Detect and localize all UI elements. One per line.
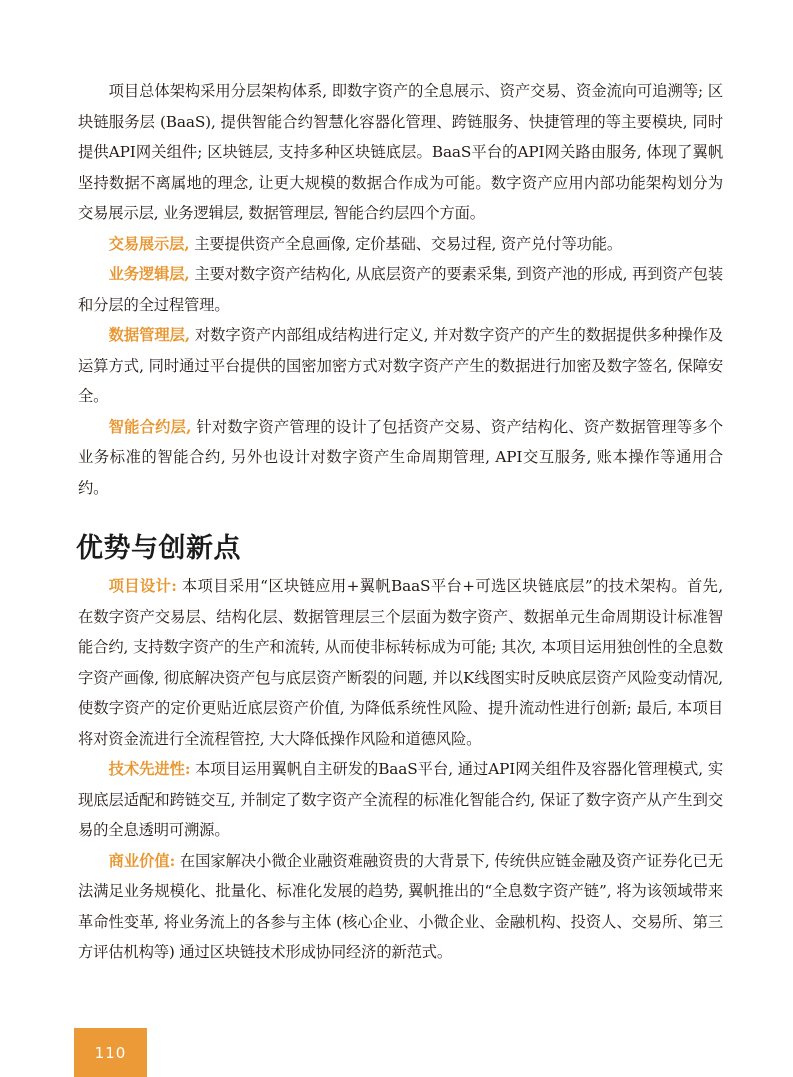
advantage-label: 项目设计: [108,577,177,595]
layer-label: 业务逻辑层, [108,265,190,283]
layer-text: 主要对数字资产结构化, 从底层资产的要素采集, 到资产池的形成, 再到资产包装和分层的全过程管理。 [78,265,723,314]
layer-paragraph-trade-display [78,229,723,260]
layer-text: 对数字资产内部组成结构进行定义, 并对数字资产的产生的数据提供多种操作及运算方式, 同时通过平台提供的国密加密方式对数字资产产生的数据进行加密及数字签名, 保障安全。 [78,326,723,405]
advantage-paragraph-design [78,571,723,754]
section-heading: 优势与创新点 [76,533,241,564]
advantage-paragraph-technology [78,754,723,846]
intro-paragraph [78,76,723,229]
layer-text: 针对数字资产管理的设计了包括资产交易、资产结构化、资产数据管理等多个业务标准的智能合约, 另外也设计对数字资产生命周期管理, API交互服务, 账本操作等通用合约。 [78,417,723,497]
layer-label: 交易展示层, [108,234,190,253]
layer-paragraph-data-management [78,320,723,412]
layer-label: 数据管理层, [108,326,191,344]
advantage-text: 本项目运用翼帆自主研发的BaaS平台, 通过API网关组件及容器化管理模式, 实现底层适配和跨链交互, 并制定了数字资产全流程的标准化智能合约, 保证了数字资产从产生到交易的全息透明可溯源。 [78,760,723,839]
advantage-paragraph-business-value [78,846,723,968]
layer-paragraph-smart-contract [78,412,723,504]
layer-label: 智能合约层, [108,417,192,436]
advantage-label: 商业价值: [108,851,176,870]
page-content [78,76,723,968]
advantage-text: 本项目采用“区块链应用+翼帆BaaS平台+可选区块链底层”的技术架构。首先, 在数字资产交易层、结构化层、数据管理层三个层面为数字资产、数据单元生命周期设计标准智能合约, 支持数字资产的生产和流转, 从而使非标转标成为可能; 其次, 本项目运用独创性的全息数字资产画像, 彻底解决资产包与底层资产断裂的问题, 并以K线图实时反映底层资产风险变动情况, 使数字资产的定价更贴近底层资产价值, 为降低系统性风险、提升流动性进行创新; 最后, 本项目将对资金流进行全流程管控, 大大降低操作风险和道德风险。 [78,577,723,748]
layer-text: 主要提供资产全息画像, 定价基础、交易过程, 资产兑付等功能。 [189,234,623,253]
intro-text: 项目总体架构采用分层架构体系, 即数字资产的全息展示、资产交易、资金流向可追溯等; 区块链服务层 (BaaS), 提供智能合约智慧化容器化管理、跨链服务、快捷管理的等主要模块, 同时提供API网关组件; 区块链层, 支持多种区块链底层。BaaS平台的API网关路由服务, 体现了翼帆坚持数据不离属地的理念, 让更大规模的数据合作成为可能。数字资产应用内部功能架构划分为交易展示层, 业务逻辑层, 数据管理层, 智能合约层四个方面。 [78,82,723,222]
page-number-badge: 110 [74,1028,147,1077]
advantage-label: 技术先进性: [108,760,191,778]
advantage-text: 在国家解决小微企业融资难融资贵的大背景下, 传统供应链金融及资产证券化已无法满足业务规模化、批量化、标准化发展的趋势, 翼帆推出的“全息数字资产链”, 将为该领域带来革命性变革, 将业务流上的各参与主体 (核心企业、小微企业、金融机构、投资人、交易所、第三方评估机构等) 通过区块链技术形成协同经济的新范式。 [78,851,724,961]
layer-paragraph-business-logic [78,259,723,320]
